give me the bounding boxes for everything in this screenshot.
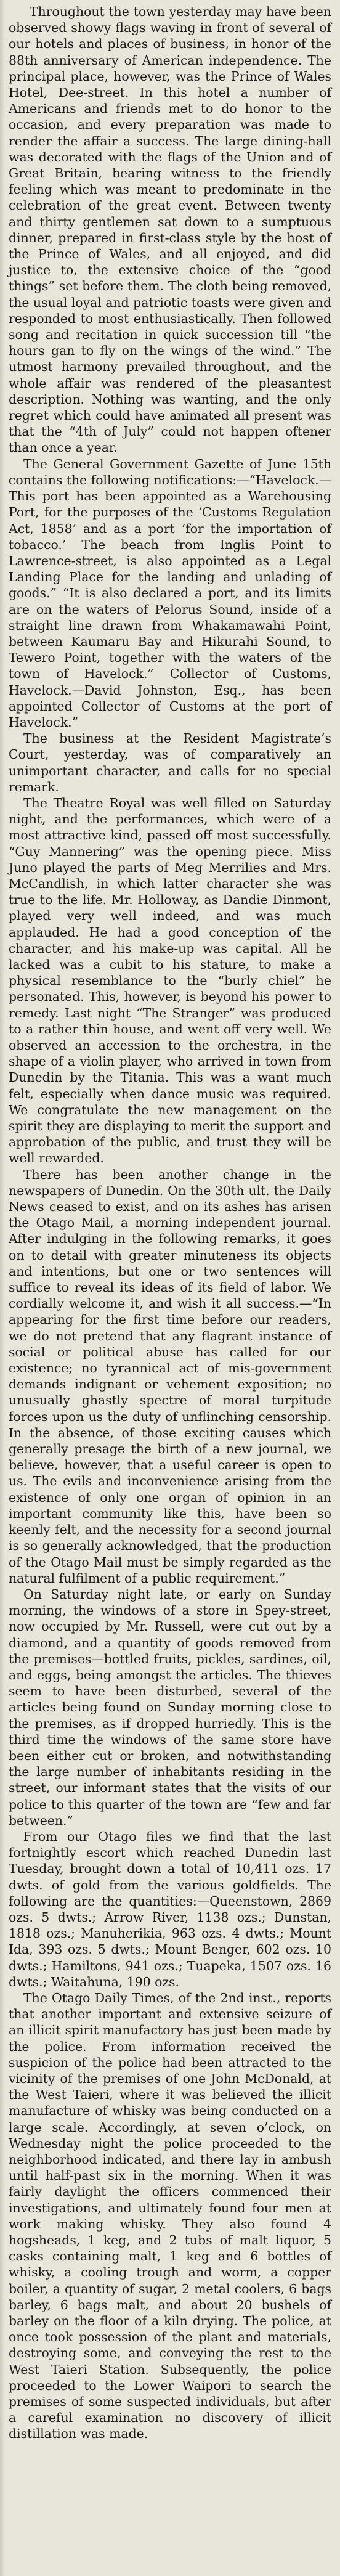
- paragraph-gold-escort: From our Otago files we find that the last fortnightly escort which reached Dunedin last Tuesday, brought down a total of 10,411 ozs. 17 dwts. of gold from the various goldfields. The following are the quantities:—Queenstown, 2869 ozs. 5 dwts.; Arrow River, 1138 ozs.; Dunstan, 1818 ozs.; Manuherikia, 963 ozs. 4 dwts.; Mount Ida, 393 ozs. 5 dwts.; Mount Benger, 602 ozs. 10 dwts.; Hamiltons, 941 ozs.; Tuapeka, 1507 ozs. 16 dwts.; Waitahuna, 190 ozs.: [9, 1828, 331, 1989]
- paragraph-gazette-notifications: The General Government Gazette of June 15th contains the following notifications:—“Havelock.—This port has been appointed as a Warehousing Port, for the purposes of the ‘Customs Regulation Act, 1858’ and as a port ‘for the importation of tobacco.’ The beach from Inglis Point to Lawrence-street, is also appointed as a Legal Landing Place for the landing and unlading of goods.” “It is also declared a port, and its limits are on the waters of Pelorus Sound, inside of a straight line drawn from Whakamawahi Point, between Kaumaru Bay and Hikurahi Sound, to Tewero Point, together with the waters of the town of Havelock.” Collector of Customs, Havelock.—David Johnston, Esq., has been appointed Collector of Customs at the port of Havelock.”: [9, 456, 331, 730]
- paper-fold-shadow: [0, 0, 5, 2576]
- paragraph-saturday-robbery: On Saturday night late, or early on Sunday morning, the windows of a store in Spey-street, now occupied by Mr. Russell, were cut out by a diamond, and a quantity of goods removed from the premises—bottled fruits, pickles, sardines, oil, and eggs, being amongst the articles. The thieves seem to have been disturbed, several of the articles being found on Sunday morning close to the premises, as if dropped hurriedly. This is the third time the windows of the same store have been either cut or broken, and notwithstanding the large number of inhabitants residing in the street, our informant states that the visits of our police to this quarter of the town are “few and far between.”: [9, 1586, 331, 1828]
- news-column: [9, 4, 331, 2442]
- paragraph-fourth-of-july: Throughout the town yesterday may have been observed showy flags waving in front of several of our hotels and places of business, in honor of the 88th anniversary of American independence. The principal place, however, was the Prince of Wales Hotel, Dee-street. In this hotel a number of Americans and friends met to do honor to the occasion, and every preparation was made to render the affair a success. The large dining-hall was decorated with the flags of the Union and of Great Britain, bearing witness to the friendly feeling which was meant to predominate in the celebration of the great event. Between twenty and thirty gentlemen sat down to a sumptuous dinner, prepared in first-class style by the host of the Prince of Wales, and all enjoyed, and did justice to, the extensive choice of the “good things” set before them. The cloth being removed, the usual loyal and patriotic toasts were given and responded to most enthusiastically. Then followed song and recitation in quick succession till “the hours gan to fly on the wings of the wind.” The utmost harmony prevailed throughout, and the whole affair was rendered of the pleasantest description. Nothing was wanting, and the only regret which could have animated all present was that the “4th of July” could not happen oftener than once a year.: [9, 4, 331, 455]
- paragraph-daily-news: There has been another change in the newspapers of Dunedin. On the 30th ult. the Daily News ceased to exist, and on its ashes has arisen the Otago Mail, a morning independent journal. After indulging in the following remarks, it goes on to detail with greater minuteness its objects and intentions, but one or two sentences will suffice to reveal its ideas of its field of labor. We cordially welcome it, and wish it all success.—“In appearing for the first time before our readers, we do not pretend that any flagrant instance of social or political abuse has called for our existence; no tyrannical act of mis-government demands indignant or vehement exposition; no unusually ghastly spectre of moral turpitude forces upon us the duty of unflinching censorship. In the absence, of those exciting causes which generally presage the birth of a new journal, we believe, however, that a useful career is open to us. The evils and inconvenience arising from the existence of only one organ of opinion in an important community like this, have been so keenly felt, and the necessity for a second journal is so generally acknowledged, that the production of the Otago Mail must be simply regarded as the natural fulfilment of a public requirement.”: [9, 1167, 331, 1586]
- paragraph-resident-magistrate: The business at the Resident Magistrate’s Court, yesterday, was of comparatively an unimportant character, and calls for no special remark.: [9, 731, 331, 794]
- paragraph-theatre-royal: The Theatre Royal was well filled on Saturday night, and the performances, which were of a most attractive kind, passed off most successfully. “Guy Mannering” was the opening piece. Miss Juno played the parts of Meg Merrilies and Mrs. McCandlish, in which latter character she was true to the life. Mr. Holloway, as Dandie Dinmont, played very well indeed, and was much applauded. He had a good conception of the character, and his make-up was capital. All he lacked was a cubit to his stature, to make a physical resemblance to the “burly chiel” he personated. This, however, is beyond his power to remedy. Last night “The Stranger” was produced to a rather thin house, and went off very well. We observed an accession to the orchestra, in the shape of a violin player, who arrived in town from Dunedin by the Titania. This was a want much felt, especially when dance music was required. We congratulate the new management on the spirit they are displaying to merit the support and approbation of the public, and trust they will be well rewarded.: [9, 795, 331, 1166]
- paragraph-illicit-still: The Otago Daily Times, of the 2nd inst., reports that another important and extensive seizure of an illicit spirit manufactory has just been made by the police. From information received the suspicion of the police had been attracted to the vicinity of the premises of one John McDonald, at the West Taieri, where it was believed the illicit manufacture of whisky was being conducted on a large scale. Accordingly, at seven o’clock, on Wednesday night the police proceeded to the neighborhood indicated, and there lay in ambush until half-past six in the morning. When it was fairly daylight the officers commenced their investigations, and ultimately found four men at work making whisky. They also found 4 hogsheads, 1 keg, and 2 tubs of malt liquor, 5 casks containing malt, 1 keg and 6 bottles of whisky, a cooling trough and worm, a copper boiler, a quantity of sugar, 2 metal coolers, 6 bags barley, 6 bags malt, and about 20 bushels of barley on the floor of a kiln drying. The police, at once took possession of the plant and materials, destroying some, and conveying the rest to the West Taieri Station. Subsequently, the police proceeded to the Lower Waipori to search the premises of some suspected individuals, but after a careful examination no discovery of illicit distillation was made.: [9, 1990, 331, 2442]
